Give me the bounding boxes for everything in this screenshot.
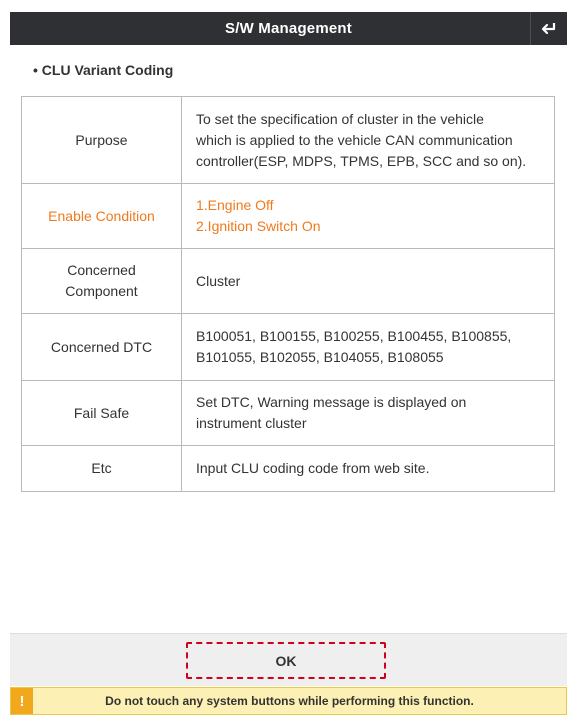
table-row	[22, 314, 555, 381]
value-line: which is applied to the vehicle CAN communication	[196, 131, 513, 148]
title-bar	[10, 12, 567, 45]
row-label-concerned-dtc: Concerned DTC	[22, 314, 182, 381]
section-title: • CLU Variant Coding	[33, 62, 174, 78]
value-line: B101055, B102055, B104055, B108055	[196, 349, 444, 365]
row-label-enable-condition: Enable Condition	[22, 184, 182, 249]
row-label-purpose: Purpose	[22, 97, 182, 184]
value-line: controller(ESP, MDPS, TPMS, EPB, SCC and so on).	[196, 152, 527, 169]
row-label-concerned-component	[22, 249, 182, 314]
row-value-enable-condition	[182, 184, 555, 249]
back-button[interactable]	[530, 12, 567, 45]
value-line: 1.Engine Off	[196, 197, 274, 213]
label-line: Component	[65, 283, 138, 299]
table-row	[22, 446, 555, 492]
table-row	[22, 184, 555, 249]
value-line: instrument cluster	[196, 415, 307, 431]
table-row	[22, 381, 555, 446]
value-line: 2.Ignition Switch On	[196, 218, 321, 234]
value-line: Set DTC, Warning message is displayed on	[196, 394, 467, 410]
warning-text: Do not touch any system buttons while performing this function.	[105, 694, 474, 708]
return-arrow-icon	[540, 21, 558, 37]
table-row	[22, 97, 555, 184]
value-line: B100051, B100155, B100255, B100455, B100855,	[196, 328, 512, 344]
table-row	[22, 249, 555, 314]
row-value-concerned-dtc	[182, 314, 555, 381]
ok-button[interactable]: OK	[186, 642, 386, 679]
row-value-etc: Input CLU coding code from web site.	[182, 446, 555, 492]
info-table	[21, 96, 555, 492]
row-value-fail-safe	[182, 381, 555, 446]
warning-banner	[10, 687, 567, 715]
page-title: S/W Management	[225, 20, 352, 37]
row-value-concerned-component: Cluster	[182, 249, 555, 314]
label-line: Concerned	[67, 262, 136, 278]
row-value-purpose	[182, 97, 555, 184]
action-bar	[10, 633, 567, 686]
value-line: To set the specification of cluster in the vehicle	[196, 110, 484, 127]
row-label-fail-safe: Fail Safe	[22, 381, 182, 446]
row-label-etc: Etc	[22, 446, 182, 492]
exclamation-icon: !	[11, 688, 33, 714]
